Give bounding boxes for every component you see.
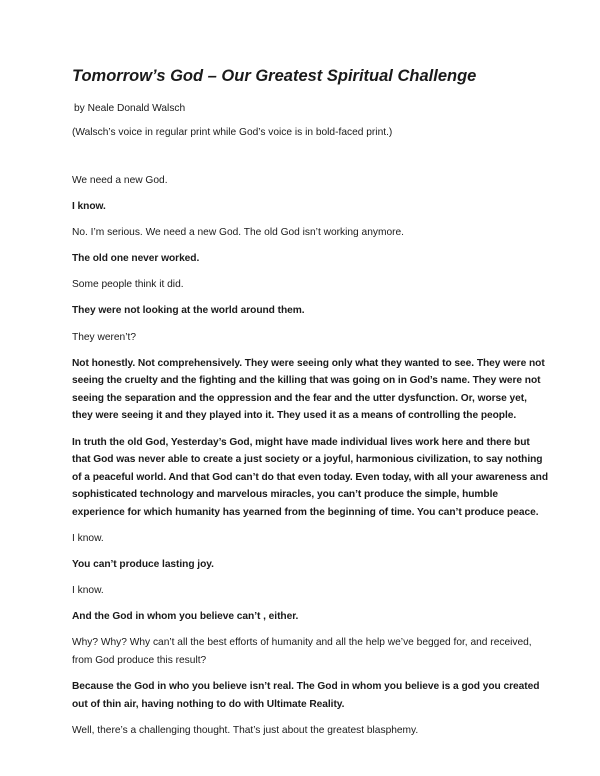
god-paragraph: They were not looking at the world around them.	[72, 305, 305, 317]
walsch-paragraph: Some people think it did.	[72, 279, 184, 291]
walsch-paragraph: I know.	[72, 533, 104, 544]
dialogue-body	[72, 172, 550, 739]
author-byline: by Neale Donald Walsch	[74, 103, 186, 114]
god-paragraph: Because the God in who you believe isn’t real. The God in whom you believe is a god you created out of thin air, having nothing to do with Ultimate Reality.	[72, 681, 540, 710]
walsch-paragraph: Well, there’s a challenging thought. That’s just about the greatest blasphemy.	[72, 724, 419, 736]
god-paragraph: The old one never worked.	[72, 253, 200, 265]
formatting-note: (Walsch’s voice in regular print while God’s voice is in bold-faced print.)	[72, 127, 393, 138]
walsch-paragraph: No. I’m serious. We need a new God. The old God isn’t working anymore.	[72, 227, 405, 239]
walsch-paragraph: They weren’t?	[72, 331, 136, 343]
god-paragraph: I know.	[72, 201, 106, 213]
walsch-paragraph: We need a new God.	[72, 175, 168, 186]
god-paragraph: In truth the old God, Yesterday’s God, might have made individual lives work here and there but that God was never able to create a just society or a joyful, harmonious civilization, to say nothing of a peaceful world. And that God can’t do that even today. Even today, with all your awareness and sophisticated technology and marvelous miracles, you can’t produce the simple, humble experience for which humanity has yearned from the beginning of time. You can’t produce peace.	[72, 436, 549, 518]
walsch-paragraph: Why? Why? Why can’t all the best efforts of humanity and all the help we’ve begged for, and received, from God produce this result?	[72, 637, 532, 666]
walsch-paragraph: I know.	[72, 585, 104, 597]
god-paragraph: You can’t produce lasting joy.	[72, 559, 214, 571]
god-paragraph: And the God in whom you believe can’t , either.	[72, 611, 299, 623]
document-page	[72, 66, 550, 748]
document-title: Tomorrow’s God – Our Greatest Spiritual Challenge	[72, 67, 477, 85]
god-paragraph: Not honestly. Not comprehensively. They were seeing only what they wanted to see. They were not seeing the cruelty and the fighting and the killing that was going on in God’s name. They were not seeing the separation and the oppression and the fear and the utter dysfunction. Or, worse yet, they were seeing it and they played into it. They used it as a means of controlling the people.	[72, 357, 545, 422]
